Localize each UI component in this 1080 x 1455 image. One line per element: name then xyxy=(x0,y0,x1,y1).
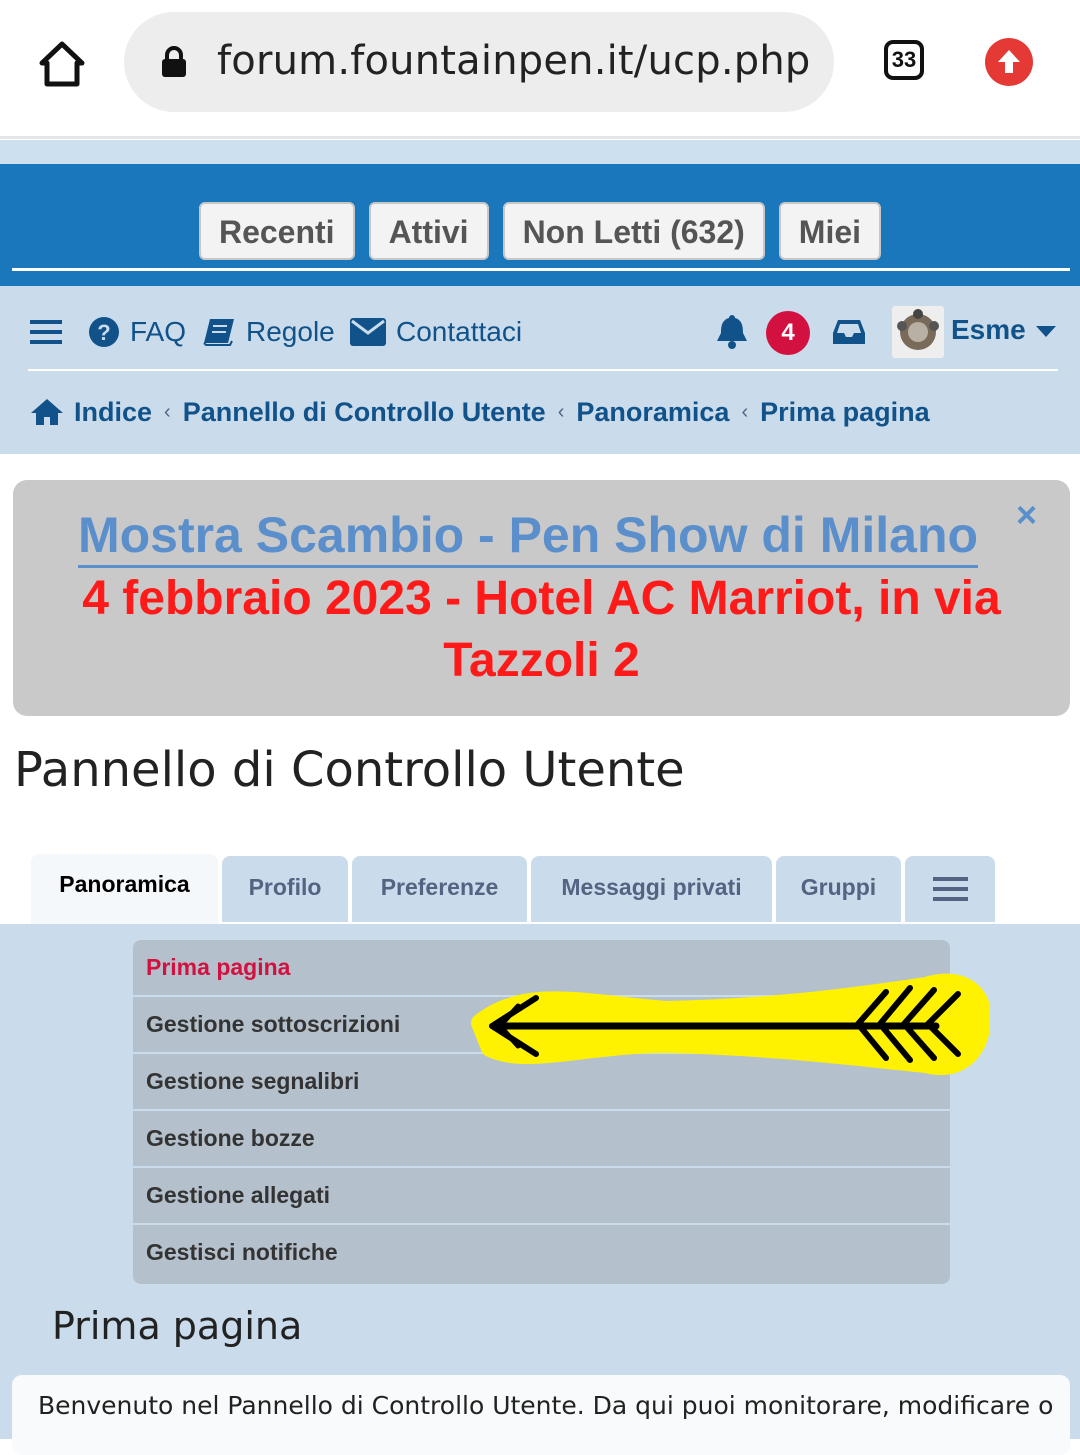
divider xyxy=(12,268,1070,271)
quick-link-miei[interactable]: Miei xyxy=(779,202,881,260)
avatar[interactable] xyxy=(892,306,944,358)
close-icon[interactable]: × xyxy=(1016,494,1038,535)
quick-link-attivi[interactable]: Attivi xyxy=(369,202,489,260)
caret-down-icon[interactable] xyxy=(1036,326,1056,337)
breadcrumb-separator: ‹ xyxy=(741,400,749,423)
home-icon[interactable] xyxy=(34,36,90,92)
menu-hamburger-icon[interactable] xyxy=(30,312,72,352)
quick-links-bar xyxy=(0,140,1080,286)
breadcrumb-index[interactable]: Indice xyxy=(74,396,153,427)
rules-label: Regole xyxy=(246,316,335,347)
username-link[interactable]: Esme xyxy=(951,314,1026,345)
rules-link[interactable] xyxy=(202,312,335,352)
home-icon xyxy=(30,397,64,427)
tab-gruppi[interactable]: Gruppi xyxy=(776,856,901,922)
contact-label: Contattaci xyxy=(396,316,523,347)
welcome-text: Benvenuto nel Pannello di Controllo Utente. Da qui puoi monitorare, modificare o xyxy=(38,1391,1054,1420)
tab-bar xyxy=(0,854,1080,924)
update-icon[interactable] xyxy=(985,38,1033,86)
bell-icon[interactable] xyxy=(714,312,760,352)
breadcrumb-ucp[interactable]: Pannello di Controllo Utente xyxy=(182,396,546,427)
tab-panoramica[interactable]: Panoramica xyxy=(31,854,218,924)
announcement-body: 4 febbraio 2023 - Hotel AC Marriot, in via Tazzoli 2 xyxy=(82,572,1001,687)
svg-text:?: ? xyxy=(97,320,111,345)
breadcrumb xyxy=(30,392,930,432)
address-bar[interactable] xyxy=(124,12,834,112)
breadcrumb-overview[interactable]: Panoramica xyxy=(576,396,730,427)
url-text[interactable]: forum.fountainpen.it/ucp.php xyxy=(217,38,811,84)
contact-link[interactable] xyxy=(350,312,522,352)
tab-messaggi-privati[interactable]: Messaggi privati xyxy=(531,856,772,922)
submenu-prima-pagina[interactable]: Prima pagina xyxy=(133,940,950,997)
browser-toolbar xyxy=(0,0,1080,139)
envelope-icon xyxy=(350,318,386,346)
breadcrumb-separator: ‹ xyxy=(557,400,565,423)
tab-preferenze[interactable]: Preferenze xyxy=(352,856,527,922)
submenu-gestisci-notifiche[interactable]: Gestisci notifiche xyxy=(146,1239,338,1265)
section-title: Prima pagina xyxy=(52,1304,303,1348)
book-icon xyxy=(202,317,236,347)
faq-link[interactable] xyxy=(88,312,186,352)
faq-label: FAQ xyxy=(130,316,187,347)
tabs-more-menu-icon[interactable] xyxy=(905,856,995,922)
submenu-gestione-allegati[interactable]: Gestione allegati xyxy=(133,1168,950,1225)
tab-switcher-button[interactable]: 33 xyxy=(884,40,924,80)
announcement-title[interactable]: Mostra Scambio - Pen Show di Milano xyxy=(13,506,1043,564)
question-icon xyxy=(88,316,120,348)
arrow-annotation-icon xyxy=(466,968,990,1078)
breadcrumb-separator: ‹ xyxy=(164,400,171,423)
breadcrumb-front-page[interactable]: Prima pagina xyxy=(760,396,930,427)
inbox-icon[interactable] xyxy=(832,312,876,352)
submenu-gestione-segnalibri[interactable]: Gestione segnalibri xyxy=(133,1054,950,1111)
notification-count-badge[interactable]: 4 xyxy=(766,311,810,355)
quick-link-non-letti[interactable]: Non Letti (632) xyxy=(503,202,765,260)
welcome-panel xyxy=(12,1375,1070,1455)
tab-profilo[interactable]: Profilo xyxy=(222,856,348,922)
submenu-gestione-sottoscrizioni[interactable]: Gestione sottoscrizioni xyxy=(133,997,950,1054)
submenu-gestione-bozze[interactable]: Gestione bozze xyxy=(133,1111,950,1168)
announcement-banner xyxy=(13,480,1070,716)
lock-icon xyxy=(160,46,188,78)
divider xyxy=(28,369,1058,371)
quick-link-recenti[interactable]: Recenti xyxy=(199,202,355,260)
page-title: Pannello di Controllo Utente xyxy=(14,742,685,798)
